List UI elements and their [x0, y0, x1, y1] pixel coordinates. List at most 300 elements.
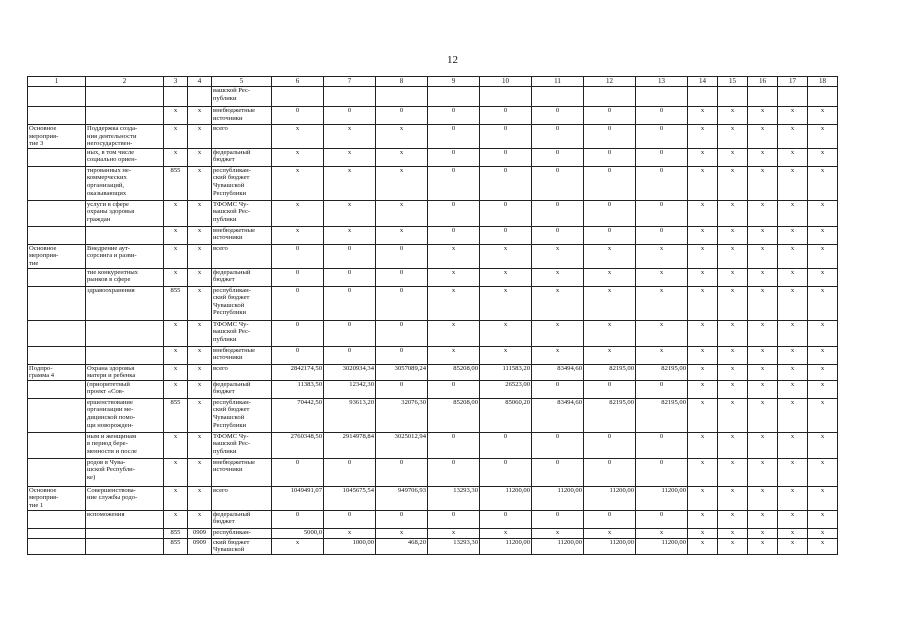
value-cell: x: [324, 200, 376, 226]
value-cell: [748, 87, 778, 107]
value-cell: 0: [428, 510, 480, 528]
name-cell: вспоможения: [86, 510, 164, 528]
code-cell: x: [188, 346, 212, 364]
value-cell: x: [808, 166, 838, 200]
name-cell: Внедрение аут- сорсинга и разви-: [86, 244, 164, 268]
value-cell: x: [272, 200, 324, 226]
code-cell: x: [164, 320, 188, 346]
code-cell: x: [164, 148, 188, 166]
value-cell: x: [428, 320, 480, 346]
source-cell: республикан- ский бюджет Чувашской Республики: [212, 166, 272, 200]
value-cell: x: [778, 346, 808, 364]
header-cell: 12: [584, 77, 636, 87]
name-cell: ных, в том числе социально ориен-: [86, 148, 164, 166]
value-cell: x: [480, 528, 532, 538]
code-cell: x: [188, 125, 212, 149]
value-cell: x: [808, 398, 838, 432]
value-cell: 2842174,50: [272, 364, 324, 380]
status-cell: [28, 107, 86, 125]
value-cell: 0: [480, 510, 532, 528]
status-cell: [28, 148, 86, 166]
value-cell: 2914978,84: [324, 432, 376, 458]
table-row: [28, 286, 838, 320]
value-cell: 0: [272, 286, 324, 320]
value-cell: x: [718, 107, 748, 125]
name-cell: [86, 226, 164, 244]
value-cell: x: [748, 380, 778, 398]
value-cell: x: [688, 244, 718, 268]
header-cell: 3: [164, 77, 188, 87]
value-cell: [584, 87, 636, 107]
value-cell: 0: [636, 107, 688, 125]
source-cell: всего: [212, 125, 272, 149]
value-cell: 0: [480, 125, 532, 149]
value-cell: 0: [324, 346, 376, 364]
value-cell: 3025012,94: [376, 432, 428, 458]
value-cell: x: [808, 226, 838, 244]
value-cell: 0: [584, 107, 636, 125]
value-cell: 0: [584, 432, 636, 458]
value-cell: x: [778, 226, 808, 244]
value-cell: 0: [428, 148, 480, 166]
value-cell: x: [718, 125, 748, 149]
value-cell: 5000,0: [272, 528, 324, 538]
value-cell: x: [584, 268, 636, 286]
code-cell: x: [164, 268, 188, 286]
code-cell: x: [188, 458, 212, 486]
value-cell: x: [778, 486, 808, 510]
status-cell: [28, 510, 86, 528]
value-cell: x: [718, 268, 748, 286]
value-cell: x: [748, 107, 778, 125]
value-cell: 0: [376, 244, 428, 268]
value-cell: 85208,00: [428, 364, 480, 380]
value-cell: 0: [532, 148, 584, 166]
status-cell: [28, 268, 86, 286]
value-cell: 0: [636, 148, 688, 166]
value-cell: x: [778, 510, 808, 528]
value-cell: 11200,00: [584, 538, 636, 554]
value-cell: x: [428, 244, 480, 268]
code-cell: 855: [164, 528, 188, 538]
value-cell: 93613,20: [324, 398, 376, 432]
value-cell: 70442,50: [272, 398, 324, 432]
code-cell: [188, 87, 212, 107]
code-cell: x: [164, 226, 188, 244]
value-cell: 0: [428, 125, 480, 149]
value-cell: x: [808, 107, 838, 125]
value-cell: 0: [480, 107, 532, 125]
value-cell: 0: [272, 458, 324, 486]
code-cell: 855: [164, 166, 188, 200]
code-cell: x: [188, 380, 212, 398]
value-cell: 0: [584, 510, 636, 528]
value-cell: x: [718, 200, 748, 226]
value-cell: 0: [532, 200, 584, 226]
value-cell: 82195,00: [584, 398, 636, 432]
value-cell: 949706,93: [376, 486, 428, 510]
name-cell: [86, 87, 164, 107]
value-cell: [532, 87, 584, 107]
source-cell: всего: [212, 244, 272, 268]
value-cell: 85060,20: [480, 398, 532, 432]
table-row: [28, 346, 838, 364]
value-cell: x: [778, 107, 808, 125]
value-cell: 83494,60: [532, 398, 584, 432]
code-cell: x: [164, 486, 188, 510]
value-cell: x: [778, 244, 808, 268]
value-cell: 13293,30: [428, 486, 480, 510]
value-cell: x: [636, 244, 688, 268]
status-cell: [28, 458, 86, 486]
status-cell: [28, 226, 86, 244]
value-cell: 0: [532, 510, 584, 528]
value-cell: x: [688, 286, 718, 320]
value-cell: x: [718, 244, 748, 268]
value-cell: 0: [532, 166, 584, 200]
value-cell: x: [324, 226, 376, 244]
table-row: [28, 226, 838, 244]
value-cell: x: [688, 486, 718, 510]
value-cell: x: [808, 538, 838, 554]
value-cell: 0: [272, 244, 324, 268]
value-cell: 11200,00: [636, 538, 688, 554]
name-cell: Охрана здоровья матери и ребенка: [86, 364, 164, 380]
status-cell: Основное мероприя- тие 1: [28, 486, 86, 510]
value-cell: x: [272, 538, 324, 554]
value-cell: x: [748, 286, 778, 320]
value-cell: 1000,00: [324, 538, 376, 554]
value-cell: x: [428, 268, 480, 286]
code-cell: 0909: [188, 538, 212, 554]
source-cell: всего: [212, 364, 272, 380]
value-cell: x: [718, 432, 748, 458]
table-row: [28, 510, 838, 528]
table-row: [28, 364, 838, 380]
code-cell: x: [164, 458, 188, 486]
value-cell: x: [748, 268, 778, 286]
name-cell: тие конкурентных рынков в сфере: [86, 268, 164, 286]
value-cell: x: [808, 286, 838, 320]
value-cell: x: [324, 166, 376, 200]
value-cell: 0: [272, 320, 324, 346]
source-cell: ский бюджет Чувашской: [212, 538, 272, 554]
name-cell: тированных не- коммерческих организаций, оказывающих: [86, 166, 164, 200]
value-cell: 0: [428, 200, 480, 226]
value-cell: x: [808, 432, 838, 458]
code-cell: x: [188, 107, 212, 125]
value-cell: x: [748, 200, 778, 226]
value-cell: x: [584, 346, 636, 364]
value-cell: x: [808, 200, 838, 226]
value-cell: 11200,00: [532, 486, 584, 510]
value-cell: x: [748, 432, 778, 458]
value-cell: x: [748, 346, 778, 364]
code-cell: x: [188, 486, 212, 510]
value-cell: 0: [376, 268, 428, 286]
value-cell: 0: [636, 226, 688, 244]
status-cell: [28, 346, 86, 364]
value-cell: 0: [584, 226, 636, 244]
value-cell: 0: [584, 125, 636, 149]
value-cell: 0: [376, 458, 428, 486]
header-cell: 18: [808, 77, 838, 87]
value-cell: x: [688, 107, 718, 125]
value-cell: 12342,30: [324, 380, 376, 398]
value-cell: x: [778, 538, 808, 554]
value-cell: 0: [324, 320, 376, 346]
value-cell: 1049491,07: [272, 486, 324, 510]
value-cell: 0: [324, 107, 376, 125]
value-cell: 0: [428, 380, 480, 398]
value-cell: 11200,00: [584, 486, 636, 510]
code-cell: x: [164, 432, 188, 458]
value-cell: x: [428, 528, 480, 538]
value-cell: x: [428, 346, 480, 364]
value-cell: x: [748, 125, 778, 149]
value-cell: x: [718, 226, 748, 244]
value-cell: x: [718, 166, 748, 200]
value-cell: x: [808, 346, 838, 364]
value-cell: x: [324, 125, 376, 149]
header-cell: 17: [778, 77, 808, 87]
value-cell: x: [718, 320, 748, 346]
value-cell: 82195,00: [636, 364, 688, 380]
name-cell: [86, 346, 164, 364]
value-cell: 0: [636, 510, 688, 528]
code-cell: x: [188, 398, 212, 432]
value-cell: x: [688, 125, 718, 149]
value-cell: 26523,00: [480, 380, 532, 398]
status-cell: [28, 398, 86, 432]
value-cell: 13293,30: [428, 538, 480, 554]
value-cell: x: [748, 320, 778, 346]
value-cell: x: [778, 166, 808, 200]
value-cell: x: [532, 268, 584, 286]
header-row: [28, 77, 838, 87]
value-cell: x: [324, 528, 376, 538]
value-cell: x: [376, 528, 428, 538]
value-cell: x: [688, 458, 718, 486]
table-row: [28, 148, 838, 166]
table-row: [28, 538, 838, 554]
value-cell: x: [688, 166, 718, 200]
code-cell: x: [188, 432, 212, 458]
source-cell: республикан-: [212, 528, 272, 538]
header-cell: 4: [188, 77, 212, 87]
code-cell: x: [164, 346, 188, 364]
name-cell: (приоритетный проект «Сов-: [86, 380, 164, 398]
page-number: 12: [447, 54, 458, 66]
header-cell: 13: [636, 77, 688, 87]
value-cell: 0: [428, 226, 480, 244]
value-cell: x: [718, 364, 748, 380]
value-cell: 0: [480, 166, 532, 200]
value-cell: x: [324, 148, 376, 166]
value-cell: 85208,00: [428, 398, 480, 432]
value-cell: 0: [584, 458, 636, 486]
status-cell: [28, 286, 86, 320]
value-cell: [428, 87, 480, 107]
value-cell: 0: [376, 380, 428, 398]
header-cell: 16: [748, 77, 778, 87]
status-cell: [28, 528, 86, 538]
value-cell: 0: [480, 148, 532, 166]
value-cell: [272, 87, 324, 107]
value-cell: x: [688, 148, 718, 166]
value-cell: x: [636, 528, 688, 538]
value-cell: 0: [584, 166, 636, 200]
code-cell: 855: [164, 286, 188, 320]
value-cell: 0: [376, 107, 428, 125]
table-row: [28, 380, 838, 398]
table-row: [28, 432, 838, 458]
value-cell: 0: [428, 432, 480, 458]
value-cell: x: [778, 380, 808, 398]
header-cell: 9: [428, 77, 480, 87]
source-cell: внебюджетные источники: [212, 346, 272, 364]
value-cell: 83494,60: [532, 364, 584, 380]
value-cell: 0: [532, 432, 584, 458]
value-cell: 111583,20: [480, 364, 532, 380]
header-cell: 2: [86, 77, 164, 87]
table-row: [28, 486, 838, 510]
value-cell: x: [272, 125, 324, 149]
value-cell: 0: [636, 458, 688, 486]
header-cell: 10: [480, 77, 532, 87]
status-cell: Подпро- грамма 4: [28, 364, 86, 380]
value-cell: x: [376, 125, 428, 149]
table-row: [28, 398, 838, 432]
value-cell: x: [428, 286, 480, 320]
value-cell: x: [636, 286, 688, 320]
value-cell: x: [748, 538, 778, 554]
value-cell: 1045675,54: [324, 486, 376, 510]
value-cell: [718, 87, 748, 107]
name-cell: [86, 320, 164, 346]
header-cell: 11: [532, 77, 584, 87]
source-cell: всего: [212, 486, 272, 510]
source-cell: внебюджетные источники: [212, 458, 272, 486]
value-cell: x: [778, 148, 808, 166]
value-cell: x: [808, 320, 838, 346]
value-cell: 0: [324, 458, 376, 486]
value-cell: x: [688, 538, 718, 554]
status-cell: Основное мероприя- тие 3: [28, 125, 86, 149]
value-cell: x: [778, 398, 808, 432]
name-cell: [86, 528, 164, 538]
value-cell: 0: [636, 432, 688, 458]
table-row: [28, 458, 838, 486]
value-cell: x: [688, 346, 718, 364]
value-cell: 11200,00: [532, 538, 584, 554]
code-cell: x: [164, 125, 188, 149]
value-cell: x: [718, 528, 748, 538]
value-cell: x: [688, 510, 718, 528]
value-cell: x: [636, 268, 688, 286]
value-cell: x: [748, 528, 778, 538]
status-cell: [28, 432, 86, 458]
value-cell: x: [778, 268, 808, 286]
value-cell: 0: [532, 107, 584, 125]
value-cell: x: [688, 200, 718, 226]
value-cell: x: [636, 320, 688, 346]
source-cell: вашской Рес- публики: [212, 87, 272, 107]
code-cell: x: [164, 510, 188, 528]
value-cell: 11200,00: [636, 486, 688, 510]
code-cell: x: [188, 200, 212, 226]
code-cell: 855: [164, 398, 188, 432]
code-cell: x: [188, 286, 212, 320]
value-cell: 0: [636, 380, 688, 398]
code-cell: 855: [164, 538, 188, 554]
table-row: [28, 528, 838, 538]
name-cell: [86, 538, 164, 554]
value-cell: x: [808, 364, 838, 380]
table-row: [28, 87, 838, 107]
value-cell: x: [778, 286, 808, 320]
value-cell: 0: [584, 380, 636, 398]
value-cell: [636, 87, 688, 107]
status-cell: [28, 380, 86, 398]
source-cell: республикан- ский бюджет Чувашской Республики: [212, 286, 272, 320]
value-cell: 0: [324, 268, 376, 286]
code-cell: [164, 87, 188, 107]
value-cell: [376, 87, 428, 107]
value-cell: x: [532, 320, 584, 346]
value-cell: 3057089,24: [376, 364, 428, 380]
value-cell: x: [688, 432, 718, 458]
value-cell: 0: [428, 107, 480, 125]
status-cell: [28, 87, 86, 107]
name-cell: Поддержка созда- ния деятельности негосударствен-: [86, 125, 164, 149]
value-cell: x: [532, 528, 584, 538]
value-cell: x: [584, 286, 636, 320]
value-cell: x: [688, 226, 718, 244]
value-cell: 0: [532, 380, 584, 398]
value-cell: 0: [376, 510, 428, 528]
value-cell: x: [808, 125, 838, 149]
value-cell: 11383,50: [272, 380, 324, 398]
status-cell: [28, 200, 86, 226]
value-cell: x: [272, 226, 324, 244]
value-cell: [324, 87, 376, 107]
header-cell: 15: [718, 77, 748, 87]
value-cell: x: [808, 510, 838, 528]
budget-table: [27, 76, 838, 555]
value-cell: x: [808, 268, 838, 286]
source-cell: федеральный бюджет: [212, 510, 272, 528]
table-row: [28, 244, 838, 268]
header-cell: 7: [324, 77, 376, 87]
value-cell: x: [748, 510, 778, 528]
value-cell: x: [718, 486, 748, 510]
source-cell: федеральный бюджет: [212, 268, 272, 286]
value-cell: x: [532, 346, 584, 364]
value-cell: x: [272, 166, 324, 200]
source-cell: внебюджетные источники: [212, 226, 272, 244]
value-cell: x: [748, 148, 778, 166]
name-cell: услуги в сфере охраны здоровья граждан: [86, 200, 164, 226]
value-cell: 2760348,50: [272, 432, 324, 458]
code-cell: x: [188, 148, 212, 166]
value-cell: 32076,30: [376, 398, 428, 432]
value-cell: [688, 87, 718, 107]
table-row: [28, 268, 838, 286]
code-cell: x: [188, 166, 212, 200]
value-cell: x: [748, 244, 778, 268]
value-cell: x: [808, 148, 838, 166]
